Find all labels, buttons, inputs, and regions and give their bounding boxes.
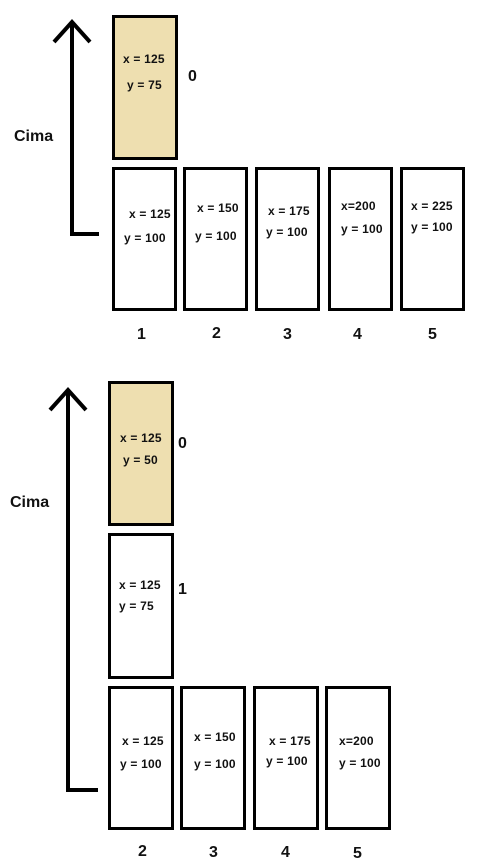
- top-block-1-label: 0: [188, 68, 197, 85]
- index-1-1: 1: [137, 326, 146, 343]
- index-1-5: 5: [428, 326, 437, 343]
- block-1-5-x: x = 225: [411, 199, 453, 213]
- top-block-2-x: x = 125: [120, 431, 162, 445]
- index-2-5: 5: [353, 845, 362, 862]
- index-1-3: 3: [283, 326, 292, 343]
- top-block-2-y: y = 50: [123, 453, 158, 467]
- block-2-4-x: x = 175: [269, 734, 311, 748]
- middle-block-2-label: 1: [178, 581, 187, 598]
- block-1-2-y: y = 100: [195, 229, 237, 243]
- block-1-2-x: x = 150: [197, 201, 239, 215]
- block-2-4-y: y = 100: [266, 754, 308, 768]
- index-2-2: 2: [138, 843, 147, 860]
- arrow-2-shaft: [68, 390, 98, 790]
- top-block-2-label: 0: [178, 435, 187, 452]
- block-1-3-y: y = 100: [266, 225, 308, 239]
- index-1-2: 2: [212, 325, 221, 342]
- index-1-4: 4: [353, 326, 362, 343]
- block-2-3-y: y = 100: [194, 757, 236, 771]
- index-2-3: 3: [209, 844, 218, 861]
- block-2-5-y: y = 100: [339, 756, 381, 770]
- index-2-4: 4: [281, 844, 290, 861]
- block-1-4-x: x=200: [341, 199, 376, 213]
- block-2-2-x: x = 125: [122, 734, 164, 748]
- block-1-3-x: x = 175: [268, 204, 310, 218]
- block-1-1-x: x = 125: [129, 207, 171, 221]
- top-block-1-y: y = 75: [127, 78, 162, 92]
- block-2-5-x: x=200: [339, 734, 374, 748]
- block-2-3-x: x = 150: [194, 730, 236, 744]
- side-label-1: Cima: [14, 128, 54, 145]
- block-2-2-y: y = 100: [120, 757, 162, 771]
- block-1-1-y: y = 100: [124, 231, 166, 245]
- top-block-1-x: x = 125: [123, 52, 165, 66]
- middle-block-2-y: y = 75: [119, 599, 154, 613]
- middle-block-2-x: x = 125: [119, 578, 161, 592]
- side-label-2: Cima: [10, 494, 50, 511]
- block-1-5-y: y = 100: [411, 220, 453, 234]
- block-1-4-y: y = 100: [341, 222, 383, 236]
